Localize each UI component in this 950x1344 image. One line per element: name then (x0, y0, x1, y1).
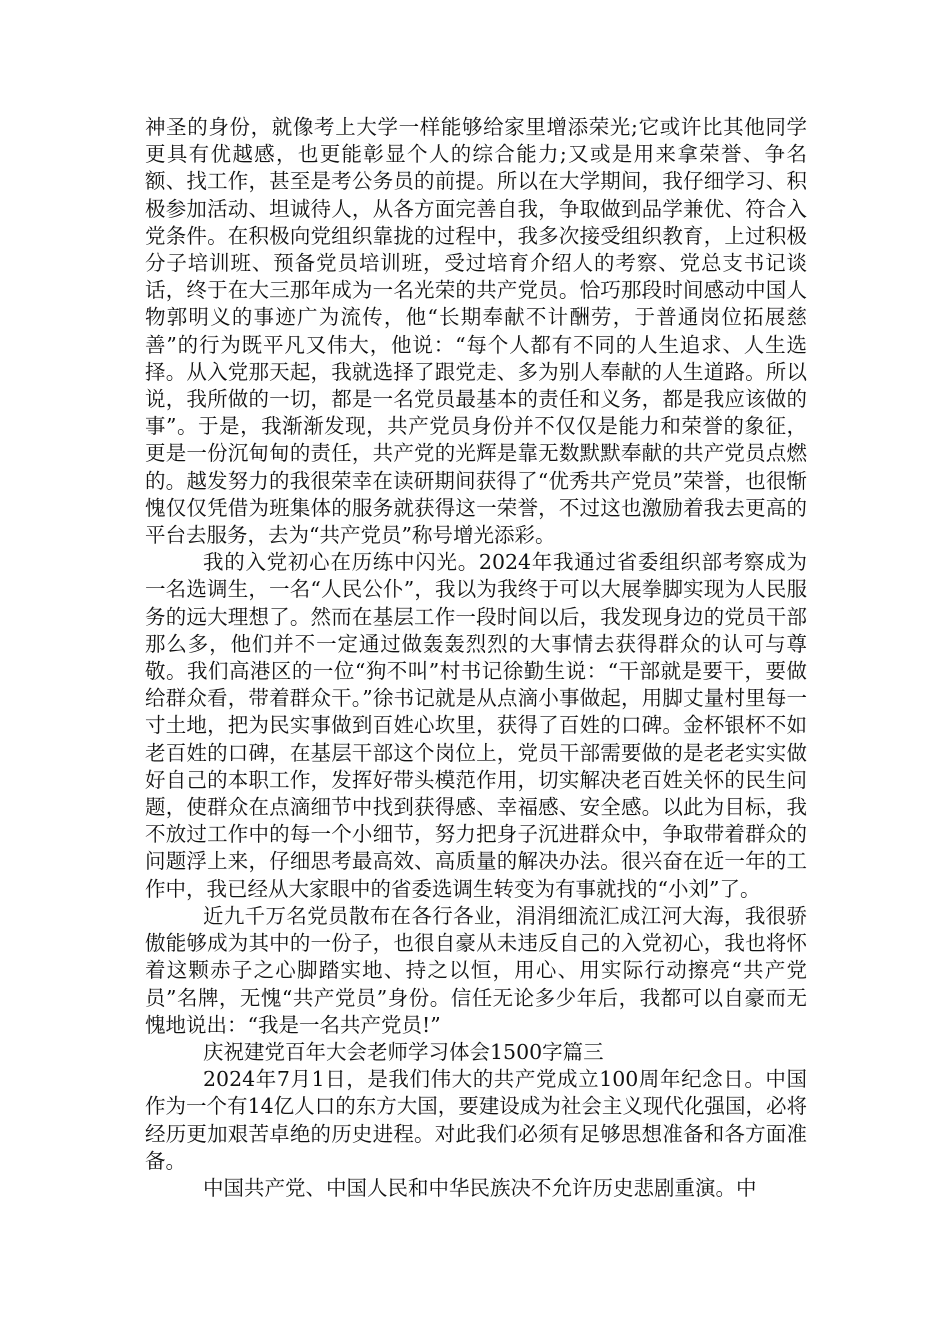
paragraph-continuation: 神圣的身份，就像考上大学一样能够给家里增添荣光;它或许比其他同学更具有优越感，也更能彰显个人的综合能力;又或是用来拿荣誉、争名额、找工作，甚至是考公务员的前提。所以在大学期间，我仔细学习、积极参加活动、坦诚待人，从各方面完善自我，争取做到品学兼优、符合入党条件。在积极向党组织靠拢的过程中，我多次接受组织教育，上过积极分子培训班、预备党员培训班，受过培育介绍人的考察、党总支书记谈话，终于在大三那年成为一名光荣的共产党员。恰巧那段时间感动中国人物郭明义的事迹广为流传，他“长期奉献不计酬劳，于普通岗位拓展慈善”的行为既平凡又伟大，他说：“每个人都有不同的人生追求、人生选择。从入党那天起，我就选择了跟党走、多为别人奉献的人生道路。所以说，我所做的一切，都是一名党员最基本的责任和义务，都是我应该做的事”。于是，我渐渐发现，共产党员身份并不仅仅是能力和荣誉的象征，更是一份沉甸甸的责任，共产党的光辉是靠无数默默奉献的共产党员点燃的。越发努力的我很荣幸在读研期间获得了“优秀共产党员”荣誉，也很惭愧仅仅凭借为班集体的服务就获得这一荣誉，不过这也激励着我去更高的平台去服务，去为“共产党员”称号增光添彩。 (145, 115, 807, 548)
paragraph-conclusion: 近九千万名党员散布在各行各业，涓涓细流汇成江河大海，我很骄傲能够成为其中的一份子，也很自豪从未违反自己的入党初心，我也将怀着这颗赤子之心脚踏实地、持之以恒，用心、用实际行动擦亮“共产党员”名牌，无愧“共产党员”身份。信任无论多少年后，我都可以自豪而无愧地说出：“我是一名共产党员!” (145, 903, 807, 1037)
paragraph-centenary: 2024年7月1日，是我们伟大的共产党成立100周年纪念日。中国作为一个有14亿人口的东方大国，要建设成为社会主义现代化强国，必将经历更加艰苦卓绝的历史进程。对此我们必须有足够思想准备和各方面准备。 (145, 1067, 807, 1173)
section-heading: 庆祝建党百年大会老师学习体会1500字篇三 (203, 1039, 604, 1064)
document-page (145, 114, 807, 1202)
paragraph-party-aspiration: 我的入党初心在历练中闪光。2024年我通过省委组织部考察成为一名选调生，一名“人民公仆”，我以为我终于可以大展拳脚实现为人民服务的远大理想了。然而在基层工作一段时间以后，我发现身边的党员干部那么多，他们并不一定通过做轰轰烈烈的大事情去获得群众的认可与尊敬。我们高港区的一位“狗不叫”村书记徐勤生说：“干部就是要干，要做给群众看，带着群众干。”徐书记就是从点滴小事做起，用脚丈量村里每一寸土地，把为民实事做到百姓心坎里，获得了百姓的口碑。金杯银杯不如老百姓的口碑，在基层干部这个岗位上，党员干部需要做的是老老实实做好自己的本职工作，发挥好带头模范作用，切实解决老百姓关怀的民生问题，使群众在点滴细节中找到获得感、幸福感、安全感。以此为目标，我不放过工作中的每一个小细节，努力把身子沉进群众中，争取带着群众的问题浮上来，仔细思考最高效、高质量的解决办法。很兴奋在近一年的工作中，我已经从大家眼中的省委选调生转变为有事就找的“小刘”了。 (145, 550, 807, 901)
paragraph-history: 中国共产党、中国人民和中华民族决不允许历史悲剧重演。中 (203, 1175, 757, 1200)
